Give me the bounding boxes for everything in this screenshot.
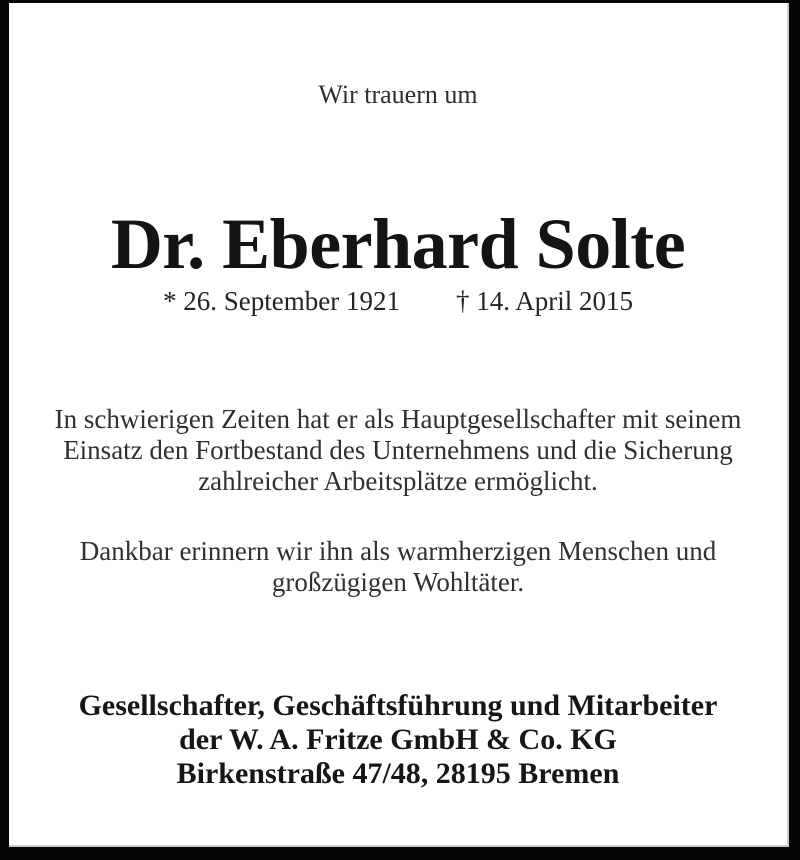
tribute-line-3: zahlreicher Arbeitsplätze ermöglicht. <box>198 466 598 496</box>
signature-line-3: Birkenstraße 47/48, 28195 Bremen <box>176 757 620 790</box>
signature-line-1: Gesellschafter, Geschäftsführung und Mitarbeiter <box>78 689 718 722</box>
tribute-line-1: In schwierigen Zeiten hat er als Hauptgesellschafter mit seinem <box>54 404 742 434</box>
memory-line-2: großzügigen Wohltäter. <box>271 567 525 597</box>
memory-line-1: Dankbar erinnern wir ihn als warmherzigen Menschen und <box>79 536 717 566</box>
memory-paragraph <box>9 536 787 598</box>
death-date: † 14. April 2015 <box>455 286 633 316</box>
signature-line-2: der W. A. Fritze GmbH & Co. KG <box>179 723 617 756</box>
tribute-line-2: Einsatz den Fortbestand des Unternehmens und die Sicherung <box>63 435 733 465</box>
birth-date: * 26. September 1921 <box>163 286 400 316</box>
signature-block <box>9 689 787 791</box>
intro-line: Wir trauern um <box>318 80 478 109</box>
deceased-name: Dr. Eberhard Solte <box>110 204 686 284</box>
obituary-page <box>9 3 789 847</box>
tribute-paragraph <box>9 404 787 497</box>
life-dates <box>9 285 787 317</box>
